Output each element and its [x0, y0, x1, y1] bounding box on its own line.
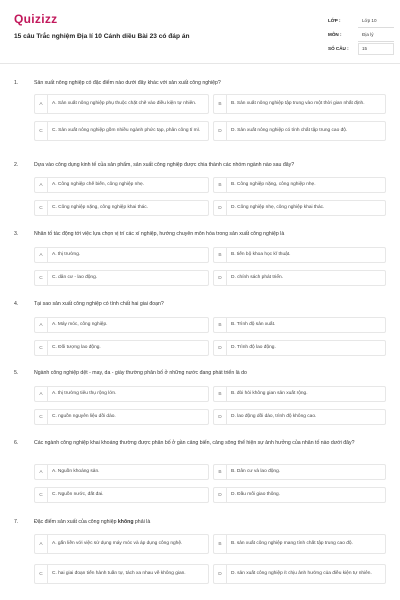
option-letter: A [35, 248, 48, 262]
option-b[interactable] [213, 464, 386, 480]
option-c[interactable] [34, 409, 209, 425]
question-1 [14, 80, 386, 150]
option-letter: D [214, 122, 227, 140]
option-letter: B [214, 248, 227, 262]
option-text: A. Sản xuất nông nghiệp phụ thuộc chặt chẽ vào điều kiện tự nhiên. [52, 101, 197, 106]
option-letter: A [35, 465, 48, 479]
option-text: B. Dân cư và lao động. [231, 469, 281, 474]
option-a[interactable] [34, 317, 209, 333]
option-d[interactable] [213, 487, 386, 503]
option-d[interactable] [213, 340, 386, 356]
question-number: 7. [14, 519, 19, 525]
option-letter: C [35, 201, 48, 215]
option-a[interactable] [34, 94, 209, 114]
option-c[interactable] [34, 200, 209, 216]
option-text: B. đòi hỏi không gian sản xuất rộng. [231, 391, 308, 396]
option-letter: C [35, 565, 48, 583]
option-d[interactable] [213, 200, 386, 216]
question-text-before: Đặc điểm sản xuất của công nghiệp [34, 519, 118, 525]
option-c[interactable] [34, 487, 209, 503]
option-b[interactable] [213, 317, 386, 333]
option-text: A. gắn liền với việc sử dụng máy móc và áp dụng công nghệ. [52, 541, 183, 546]
question-text: Tại sao sản xuất công nghiệp có tính chất hai giai đoạn? [34, 301, 164, 307]
option-letter: C [35, 410, 48, 424]
option-a[interactable] [34, 177, 209, 193]
question-text [34, 519, 384, 526]
option-text: C. Đối tượng lao động. [52, 345, 101, 350]
option-b[interactable] [213, 386, 386, 402]
option-a[interactable] [34, 386, 209, 402]
meta-count-label: SỐ CÂU : [328, 46, 349, 51]
option-text: B. tiến bộ khoa học kĩ thuật. [231, 252, 291, 257]
option-letter: D [214, 565, 227, 583]
option-letter: D [214, 488, 227, 502]
option-d[interactable] [213, 270, 386, 286]
option-text: A. Nguồn khoáng sản. [52, 469, 100, 474]
question-number: 1. [14, 80, 19, 86]
meta-grade-value: Lớp 10 [362, 18, 377, 23]
option-text: C. dân cư - lao động. [52, 275, 98, 280]
question-number: 4. [14, 301, 19, 307]
option-text: D. Công nghiệp nhẹ, công nghiệp khai thác. [231, 205, 325, 210]
option-letter: A [35, 178, 48, 192]
meta-grade-label: LỚP : [328, 18, 341, 23]
meta-subject-value: Địa lý [362, 32, 374, 37]
meta-subject-label: MÔN : [328, 32, 342, 37]
option-text: A. Công nghiệp chế biến, công nghiệp nhẹ. [52, 182, 145, 187]
option-text: D. sản xuất công nghiệp ít chịu ảnh hưởng của điều kiện tự nhiên. [231, 571, 372, 576]
question-2 [14, 162, 386, 222]
option-b[interactable] [213, 247, 386, 263]
option-d[interactable] [213, 564, 386, 584]
option-letter: D [214, 410, 227, 424]
question-text-emphasis: không [117, 519, 134, 525]
option-b[interactable] [213, 534, 386, 554]
option-text: C. nguồn nguyên liệu dồi dào. [52, 414, 116, 419]
option-text: C. Sản xuất nông nghiệp gồm nhiều ngành phức tạp, phân công tỉ mỉ. [52, 128, 201, 133]
question-text: Nhân tố tác động tới việc lựa chọn vị trí các xí nghiệp, hướng chuyên môn hóa trong sản xuất công nghiệp là [34, 231, 285, 237]
option-a[interactable] [34, 534, 209, 554]
option-text: B. Sản xuất nông nghiệp tập trung vào một thời gian nhất định. [231, 101, 365, 106]
option-letter: B [214, 387, 227, 401]
option-b[interactable] [213, 94, 386, 114]
question-number: 6. [14, 440, 19, 446]
option-letter: B [214, 535, 227, 553]
option-a[interactable] [34, 464, 209, 480]
question-text: Ngành công nghiệp dệt - may, da - giày thường phân bố ở những nước đang phát triển là do [34, 370, 247, 376]
question-7 [14, 519, 386, 595]
question-3 [14, 231, 386, 291]
header-divider [0, 63, 400, 64]
option-letter: D [214, 341, 227, 355]
option-text: A. Máy móc, công nghiệp. [52, 322, 108, 327]
option-text: D. Sản xuất nông nghiệp có tính chất tập trung cao độ. [231, 128, 348, 133]
question-6 [14, 440, 386, 508]
document-title: 15 câu Trắc nghiệm Địa lí 10 Cánh diều Bài 23 có đáp án [14, 33, 190, 40]
worksheet-header [0, 0, 400, 64]
option-letter: C [35, 341, 48, 355]
option-a[interactable] [34, 247, 209, 263]
question-text: Các ngành công nghiệp khai khoáng thường được phân bố ở gần cảng biển, cảng sông thể hiện sự ảnh hưởng của nhân tố nào dưới đây? [34, 440, 355, 446]
option-letter: D [214, 201, 227, 215]
option-letter: B [214, 318, 227, 332]
option-letter: C [35, 122, 48, 140]
question-text-after: phải là [133, 519, 151, 525]
question-4 [14, 301, 386, 361]
option-letter: B [214, 95, 227, 113]
meta-divider [358, 27, 394, 28]
option-text: B. sản xuất công nghiệp mang tính chất tập trung cao độ. [231, 541, 353, 546]
option-d[interactable] [213, 121, 386, 141]
option-text: A. thị trường tiêu thụ rộng lớn. [52, 391, 117, 396]
option-text: D. chính sách phát triển. [231, 275, 283, 280]
option-text: C. Công nghiệp nặng, công nghiệp khai thác. [52, 205, 149, 210]
option-c[interactable] [34, 121, 209, 141]
option-letter: B [214, 465, 227, 479]
option-text: D. Trình độ lao động. [231, 345, 276, 350]
option-letter: A [35, 318, 48, 332]
option-letter: B [214, 178, 227, 192]
option-text: B. Trình độ sản xuất. [231, 322, 276, 327]
question-number: 3. [14, 231, 19, 237]
option-text: B. Công nghiệp nặng, công nghiệp nhẹ. [231, 182, 316, 187]
option-letter: C [35, 488, 48, 502]
question-number: 5. [14, 370, 19, 376]
quizizz-logo[interactable]: Quizizz [14, 12, 58, 26]
option-text: C. Nguồn nước, đất đai. [52, 492, 104, 497]
meta-count-value: 15 [362, 46, 368, 51]
question-number: 2. [14, 162, 19, 168]
question-text: Dựa vào công dụng kinh tế của sản phẩm, sản xuất công nghiệp được chia thành các nhóm ngành nào sau đây? [34, 162, 295, 168]
meta-divider [358, 41, 394, 42]
option-d[interactable] [213, 409, 386, 425]
option-b[interactable] [213, 177, 386, 193]
option-text: D. lao động dồi dào, trình độ không cao. [231, 414, 317, 419]
option-c[interactable] [34, 270, 209, 286]
option-letter: C [35, 271, 48, 285]
option-text: A. thị trường. [52, 252, 81, 257]
question-5 [14, 370, 386, 430]
option-letter: D [214, 271, 227, 285]
option-text: D. Đầu mối giao thông. [231, 492, 281, 497]
option-c[interactable] [34, 340, 209, 356]
option-letter: A [35, 535, 48, 553]
option-text: C. hai giai đoạn tiến hành tuần tự, tách xa nhau về không gian. [52, 571, 186, 576]
option-c[interactable] [34, 564, 209, 584]
question-text: Sản xuất nông nghiệp có đặc điểm nào dưới đây khác với sản xuất công nghiệp? [34, 80, 221, 86]
option-letter: A [35, 387, 48, 401]
option-letter: A [35, 95, 48, 113]
